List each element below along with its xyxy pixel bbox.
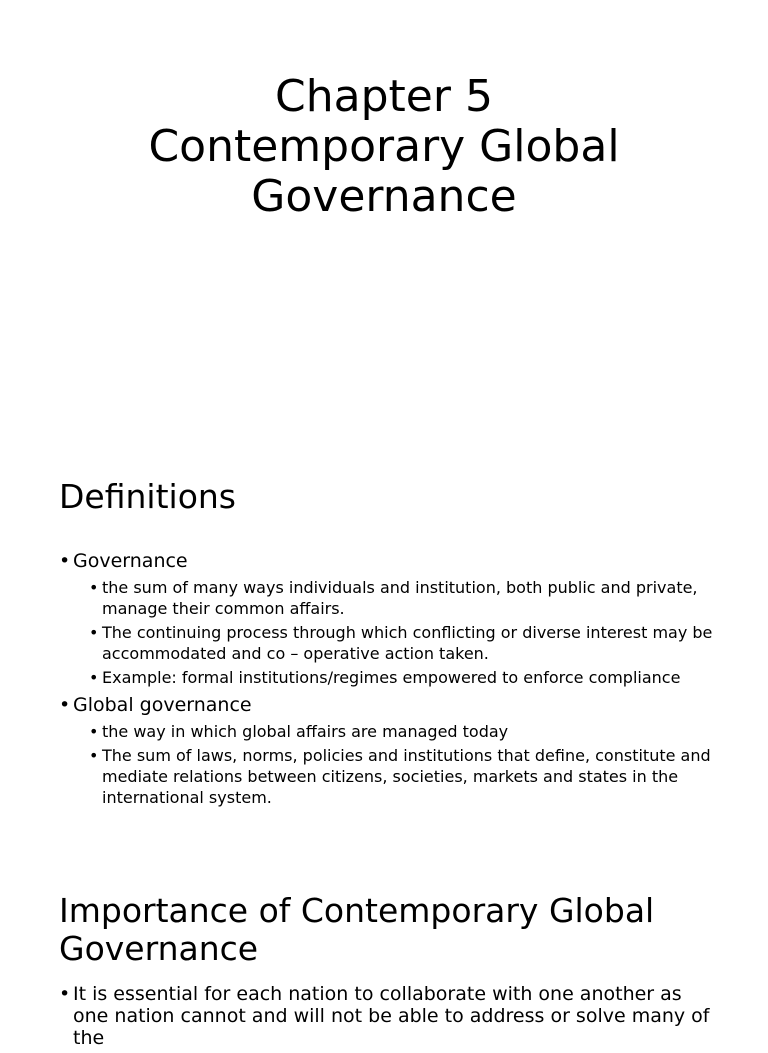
sub-bullet-list	[73, 721, 719, 808]
sub-list-item: • The continuing process through which conflicting or diverse interest may be accommodated and co – operative action taken.	[73, 622, 719, 664]
definitions-slide	[0, 420, 768, 860]
list-item	[59, 550, 719, 688]
bullet-list	[59, 550, 719, 812]
chapter-title-line-1: Chapter 5	[275, 71, 493, 122]
sub-list-item: • the sum of many ways individuals and institution, both public and private, manage their common affairs.	[73, 577, 719, 619]
sub-list-item: • The sum of laws, norms, policies and institutions that define, constitute and mediate relations between citizens, societies, markets and states in the international system.	[73, 745, 719, 808]
sub-list-item: • Example: formal institutions/regimes empowered to enforce compliance	[73, 667, 719, 688]
title-slide	[0, 0, 768, 420]
chapter-title-line-3: Governance	[251, 171, 517, 222]
chapter-title	[0, 72, 768, 222]
list-item: • It is essential for each nation to collaborate with one another as one nation cannot and will not be able to address or solve many of the	[59, 983, 719, 1049]
importance-slide	[0, 860, 768, 1049]
bullet-label: Governance	[73, 550, 188, 572]
slide-heading: Definitions	[59, 477, 236, 516]
bullet-label: Global governance	[73, 694, 252, 716]
sub-bullet-list	[73, 577, 719, 688]
sub-list-item: • the way in which global affairs are managed today	[73, 721, 719, 742]
bullet-list	[59, 983, 719, 1053]
slide-heading: Importance of Contemporary Global Governance	[59, 891, 655, 968]
chapter-title-line-2: Contemporary Global	[148, 121, 620, 172]
list-item	[59, 694, 719, 808]
